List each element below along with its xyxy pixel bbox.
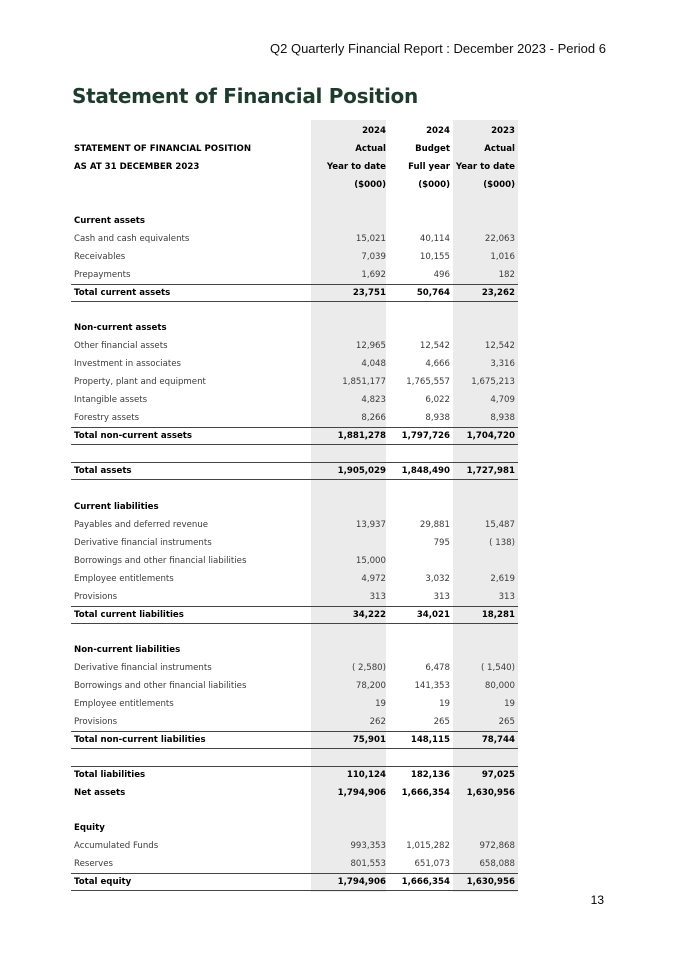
table-row <box>71 713 518 731</box>
header-row-type <box>71 140 518 158</box>
cell-2023-actual: 265 <box>498 717 515 727</box>
row-label: Investment in associates <box>74 359 181 369</box>
cell-2024-actual: 1,692 <box>361 270 386 280</box>
cell-2023-actual: 1,630,956 <box>466 877 515 887</box>
cell-2024-budget: 265 <box>433 717 450 727</box>
cell-2024-actual: 7,039 <box>361 252 386 262</box>
table-row <box>71 248 518 266</box>
table-row <box>71 373 518 391</box>
table-row <box>71 516 518 534</box>
cell-2024-budget: 19 <box>439 699 450 709</box>
cell-2024-actual: 34,222 <box>352 610 386 620</box>
cell-2024-budget: 182,136 <box>410 770 450 780</box>
cell-2023-actual: 658,088 <box>479 859 515 869</box>
cell-2024-budget: 34,021 <box>416 610 450 620</box>
table-row <box>71 677 518 695</box>
header-row-period <box>71 158 518 176</box>
table-row <box>71 588 518 606</box>
cell-2024-actual: 75,901 <box>352 735 386 745</box>
cell-2023-actual: 313 <box>498 592 515 602</box>
cell-2024-budget: 1,848,490 <box>401 466 450 476</box>
table-row <box>71 337 518 355</box>
cell-2023-actual: 1,630,956 <box>466 788 515 798</box>
total-row <box>71 427 518 445</box>
header-row-year <box>71 122 518 140</box>
statement-heading: STATEMENT OF FINANCIAL POSITION <box>74 144 252 154</box>
cell-2024-budget: 313 <box>433 592 450 602</box>
row-label: Derivative financial instruments <box>74 538 212 548</box>
row-label: Borrowings and other financial liabilities <box>74 681 247 691</box>
cell-2024-actual: 4,048 <box>361 359 386 369</box>
section-label: Equity <box>74 823 105 833</box>
col2-year: 2024 <box>426 126 450 136</box>
row-label: Intangible assets <box>74 395 148 405</box>
total-row <box>71 731 518 749</box>
cell-2024-actual: 15,021 <box>355 234 386 244</box>
cell-2024-budget: 29,881 <box>419 520 450 530</box>
total-liabilities-row <box>71 766 518 784</box>
row-label: Prepayments <box>74 270 131 280</box>
cell-2024-actual: 801,553 <box>350 859 386 869</box>
col3-period: Year to date <box>455 162 515 172</box>
row-label: Accumulated Funds <box>74 841 159 851</box>
cell-2023-actual: 12,542 <box>484 341 515 351</box>
table-row <box>71 409 518 427</box>
col2-type: Budget <box>415 144 450 154</box>
page-number: 13 <box>590 893 604 907</box>
table-row <box>71 534 518 552</box>
section-heading <box>71 319 518 337</box>
row-label: Total current liabilities <box>74 610 184 620</box>
row-label: Borrowings and other financial liabilities <box>74 556 247 566</box>
row-label: Reserves <box>74 859 114 869</box>
cell-2023-actual: 1,727,981 <box>466 466 515 476</box>
row-label: Other financial assets <box>74 341 168 351</box>
section-heading <box>71 819 518 837</box>
row-label: Total equity <box>74 877 132 887</box>
cell-2024-actual: 993,353 <box>350 841 386 851</box>
col1-period: Year to date <box>326 162 386 172</box>
cell-2024-budget: 1,765,557 <box>406 377 450 387</box>
total-row <box>71 606 518 624</box>
cell-2024-budget: 10,155 <box>419 252 450 262</box>
row-label: Forestry assets <box>74 413 140 423</box>
section-label: Non-current liabilities <box>74 645 181 655</box>
row-label: Employee entitlements <box>74 699 174 709</box>
cell-2023-actual: 19 <box>504 699 515 709</box>
cell-2024-actual: 262 <box>369 717 386 727</box>
table-row <box>71 837 518 855</box>
cell-2024-actual: 1,794,906 <box>337 877 386 887</box>
cell-2024-budget: 1,015,282 <box>406 841 450 851</box>
col1-unit: ($000) <box>354 180 386 190</box>
page-title: Statement of Financial Position <box>72 84 418 108</box>
cell-2024-actual: 1,794,906 <box>337 788 386 798</box>
cell-2023-actual: 1,675,213 <box>471 377 515 387</box>
row-label: Provisions <box>74 717 118 727</box>
cell-2023-actual: 78,744 <box>481 735 515 745</box>
table-row <box>71 391 518 409</box>
col2-unit: ($000) <box>418 180 450 190</box>
section-heading <box>71 498 518 516</box>
row-label: Cash and cash equivalents <box>74 234 190 244</box>
cell-2024-actual: 78,200 <box>355 681 386 691</box>
cell-2024-budget: 795 <box>433 538 450 548</box>
cell-2024-budget: 651,073 <box>414 859 450 869</box>
cell-2024-budget: 1,666,354 <box>401 877 450 887</box>
cell-2023-actual: 8,938 <box>490 413 515 423</box>
col1-type: Actual <box>355 144 386 154</box>
row-label: Total liabilities <box>74 770 146 780</box>
col3-type: Actual <box>484 144 515 154</box>
cell-2024-actual: 4,972 <box>361 574 386 584</box>
cell-2023-actual: 3,316 <box>490 359 515 369</box>
cell-2024-budget: 12,542 <box>419 341 450 351</box>
cell-2024-actual: 8,266 <box>361 413 386 423</box>
cell-2023-actual: 1,704,720 <box>466 431 515 441</box>
table-row <box>71 266 518 284</box>
financial-position-table <box>71 120 518 892</box>
cell-2024-budget: 1,666,354 <box>401 788 450 798</box>
cell-2023-actual: 15,487 <box>484 520 515 530</box>
row-label: Total current assets <box>74 288 171 298</box>
cell-2023-actual: 97,025 <box>481 770 515 780</box>
cell-2024-budget: 496 <box>433 270 450 280</box>
cell-2023-actual: 18,281 <box>481 610 515 620</box>
cell-2024-budget: 6,022 <box>425 395 450 405</box>
section-label: Current liabilities <box>74 502 159 512</box>
cell-2024-actual: 4,823 <box>361 395 386 405</box>
cell-2023-actual: ( 1,540) <box>480 663 515 673</box>
cell-2024-actual: ( 2,580) <box>351 663 386 673</box>
row-label: Employee entitlements <box>74 574 174 584</box>
cell-2024-budget: 40,114 <box>419 234 450 244</box>
row-label: Total non-current assets <box>74 431 192 441</box>
cell-2023-actual: 182 <box>498 270 515 280</box>
cell-2024-actual: 13,937 <box>355 520 386 530</box>
col3-year: 2023 <box>491 126 515 136</box>
row-label: Derivative financial instruments <box>74 663 212 673</box>
table-row <box>71 570 518 588</box>
table-row <box>71 355 518 373</box>
total-assets-row <box>71 462 518 480</box>
row-label: Receivables <box>74 252 126 262</box>
cell-2024-actual: 1,881,278 <box>337 431 386 441</box>
row-label: Net assets <box>74 788 126 798</box>
row-label: Provisions <box>74 592 118 602</box>
table-row <box>71 552 518 570</box>
cell-2024-actual: 1,851,177 <box>342 377 386 387</box>
cell-2024-actual: 1,905,029 <box>337 466 386 476</box>
cell-2023-actual: 972,868 <box>479 841 515 851</box>
col1-year: 2024 <box>362 126 386 136</box>
table-row <box>71 695 518 713</box>
cell-2024-actual: 19 <box>375 699 386 709</box>
total-row <box>71 873 518 891</box>
section-heading <box>71 641 518 659</box>
cell-2023-actual: 2,619 <box>490 574 515 584</box>
cell-2024-actual: 23,751 <box>352 288 386 298</box>
col2-period: Full year <box>408 162 450 172</box>
net-assets-row <box>71 784 518 802</box>
report-header: Q2 Quarterly Financial Report : December 2023 - Period 6 <box>270 41 606 56</box>
row-label: Total non-current liabilities <box>74 735 206 745</box>
cell-2024-actual: 15,000 <box>355 556 386 566</box>
cell-2024-budget: 4,666 <box>425 359 450 369</box>
cell-2024-budget: 50,764 <box>416 288 450 298</box>
section-label: Non-current assets <box>74 323 167 333</box>
table-row <box>71 659 518 677</box>
total-row <box>71 284 518 302</box>
cell-2024-budget: 1,797,726 <box>401 431 450 441</box>
col3-unit: ($000) <box>483 180 515 190</box>
cell-2024-actual: 12,965 <box>355 341 386 351</box>
cell-2024-budget: 3,032 <box>425 574 450 584</box>
cell-2024-actual: 313 <box>369 592 386 602</box>
row-label: Property, plant and equipment <box>74 377 206 387</box>
table-row <box>71 855 518 873</box>
cell-2023-actual: 4,709 <box>490 395 515 405</box>
cell-2023-actual: 1,016 <box>490 252 515 262</box>
row-label: Total assets <box>74 466 132 476</box>
table-row <box>71 230 518 248</box>
section-heading <box>71 212 518 230</box>
cell-2024-budget: 148,115 <box>410 735 450 745</box>
header-row-unit <box>71 176 518 194</box>
cell-2024-budget: 141,353 <box>414 681 450 691</box>
cell-2023-actual: ( 138) <box>489 538 515 548</box>
section-label: Current assets <box>74 216 146 226</box>
cell-2023-actual: 22,063 <box>484 234 515 244</box>
cell-2024-budget: 6,478 <box>425 663 450 673</box>
cell-2024-actual: 110,124 <box>346 770 386 780</box>
statement-date: AS AT 31 DECEMBER 2023 <box>74 162 200 172</box>
cell-2023-actual: 23,262 <box>481 288 515 298</box>
cell-2024-budget: 8,938 <box>425 413 450 423</box>
row-label: Payables and deferred revenue <box>74 520 209 530</box>
cell-2023-actual: 80,000 <box>484 681 515 691</box>
